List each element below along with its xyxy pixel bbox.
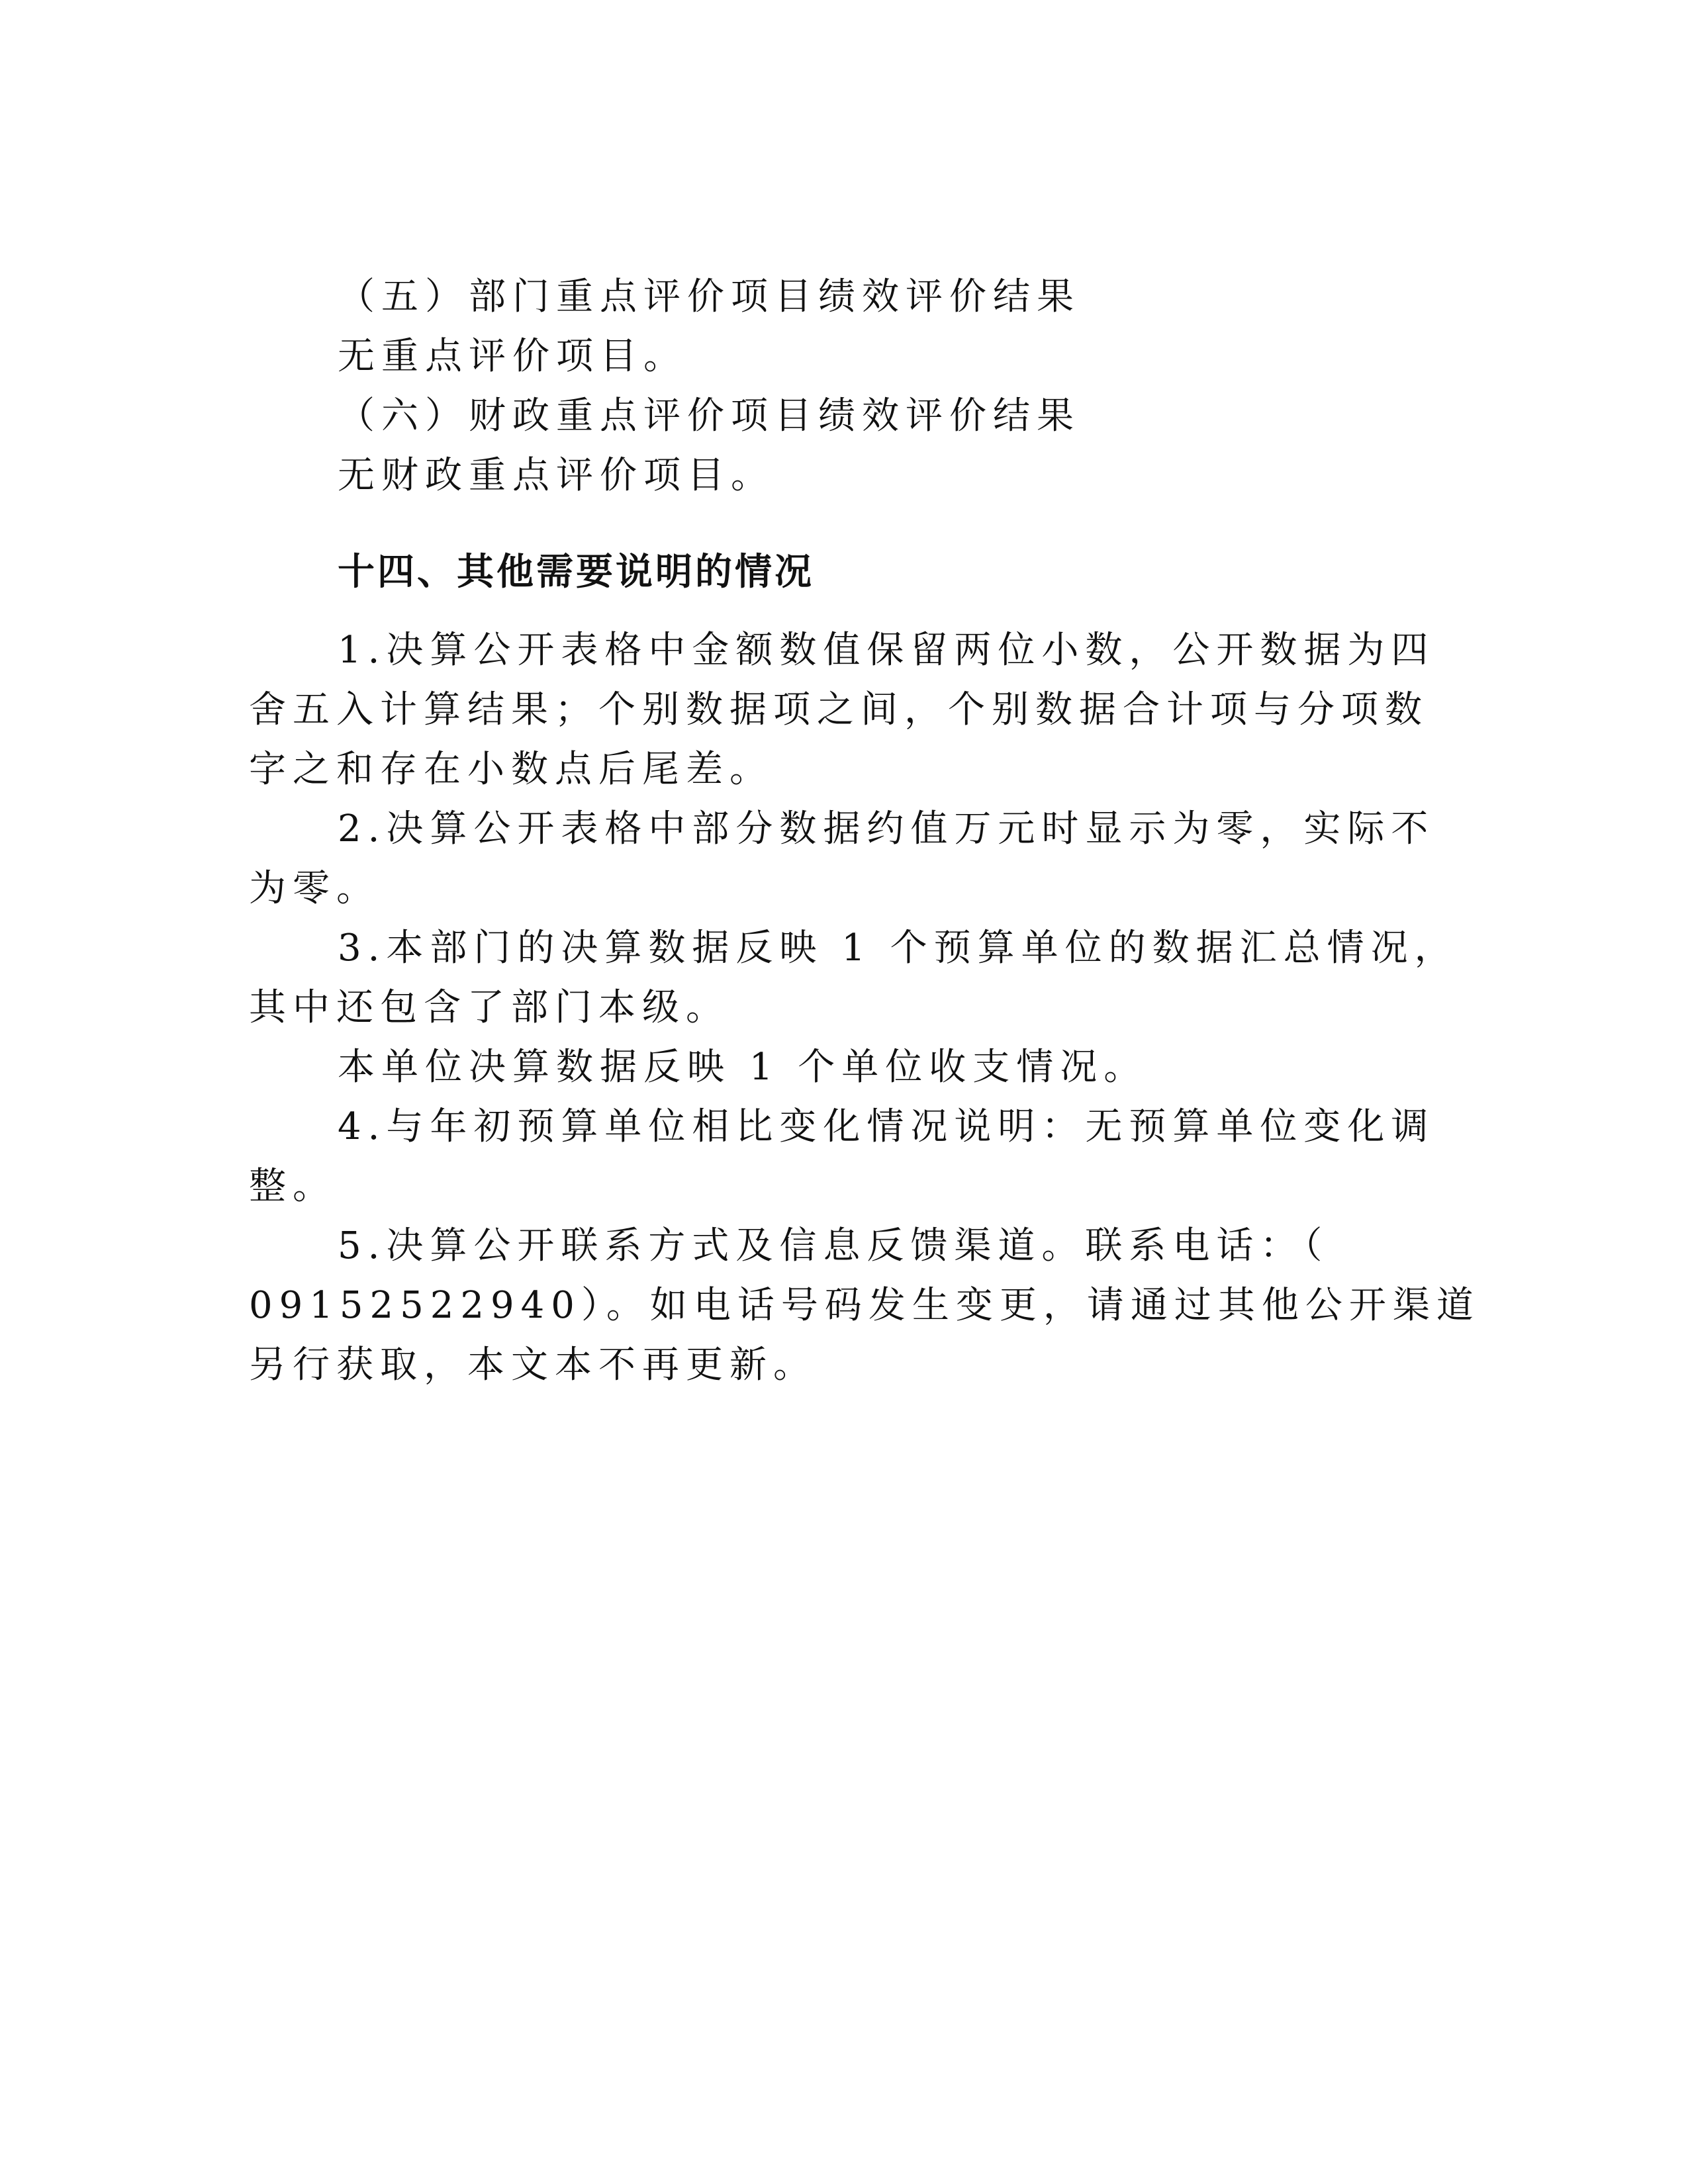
- note-item-1: [249, 621, 1434, 799]
- note-line: 本单位决算数据反映 1 个单位收支情况。: [338, 1046, 1148, 1089]
- note-line: 舍五入计算结果；个别数据项之间，个别数据合计项与分项数: [249, 688, 1429, 731]
- note-item-4: [249, 1097, 1434, 1216]
- note-line: 2.决算公开表格中部分数据约值万元时显示为零，实际不: [338, 807, 1435, 850]
- note-line: 另行获取，本文本不再更新。: [249, 1343, 817, 1387]
- section-5-body: 无重点评价项目。: [338, 335, 687, 378]
- note-item-3-unit: [249, 1038, 1434, 1097]
- section-6-body: 无财政重点评价项目。: [338, 454, 774, 497]
- note-line: 3.本部门的决算数据反映 1 个预算单位的数据汇总情况，: [338, 927, 1458, 970]
- note-line: 字之和存在小数点后尾差。: [249, 748, 773, 791]
- note-line: 09152522940）。如电话号码发生变更，请通过其他公开渠道: [249, 1284, 1480, 1327]
- note-item-5: [249, 1216, 1480, 1395]
- document-page: [249, 267, 1480, 1395]
- note-item-3: [249, 919, 1458, 1038]
- section-5-title: （五）部门重点评价项目绩效评价结果: [338, 275, 1080, 318]
- note-line: 为零。: [249, 867, 380, 910]
- note-line: 其中还包含了部门本级。: [249, 986, 729, 1029]
- note-line: 4.与年初预算单位相比变化情况说明：无预算单位变化调: [338, 1105, 1435, 1148]
- note-item-2: [249, 799, 1434, 919]
- note-line: 1.决算公开表格中金额数值保留两位小数，公开数据为四: [338, 629, 1435, 672]
- section-14-heading: 十四、其他需要说明的情况: [338, 551, 814, 594]
- note-line: 5.决算公开联系方式及信息反馈渠道。联系电话：（: [338, 1224, 1329, 1267]
- section-6-title: （六）财政重点评价项目绩效评价结果: [338, 394, 1080, 437]
- note-line: 整。: [249, 1165, 336, 1208]
